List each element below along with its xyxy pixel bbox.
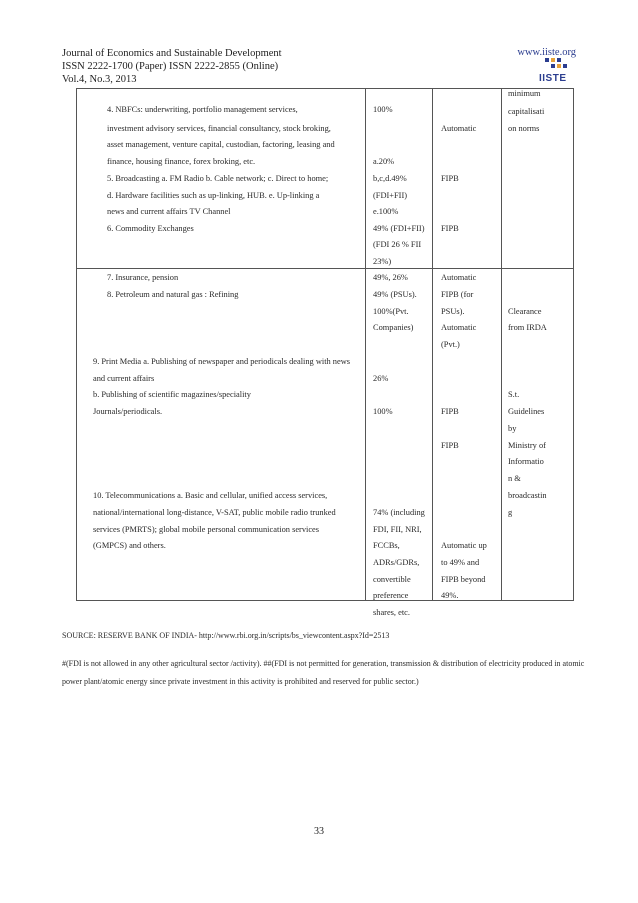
table-cell: minimum bbox=[508, 89, 541, 98]
volume-line: Vol.4, No.3, 2013 bbox=[62, 74, 137, 85]
table-cell: by bbox=[508, 424, 517, 433]
row-divider bbox=[77, 268, 573, 269]
table-cell: asset management, venture capital, custodian, factoring, leasing and bbox=[107, 140, 335, 149]
table-cell: (FDI 26 % FII bbox=[373, 240, 422, 249]
table-cell: and current affairs bbox=[93, 374, 155, 383]
table-cell: 100% bbox=[373, 407, 393, 416]
column-divider bbox=[365, 89, 366, 600]
table-cell: from IRDA bbox=[508, 323, 547, 332]
table-cell: 7. Insurance, pension bbox=[107, 273, 179, 282]
footnote-line: #(FDI is not allowed in any other agricultural sector /activity). ##(FDI is not permitted for generation, transmission & distribution of electricity produced in atomic bbox=[62, 659, 585, 668]
table-cell: services (PMRTS); global mobile personal communication services bbox=[93, 525, 320, 534]
table-cell: 49% (PSUs). bbox=[373, 290, 417, 299]
table-cell: (Pvt.) bbox=[441, 340, 460, 349]
table-cell: Guidelines bbox=[508, 407, 545, 416]
table-cell: shares, etc. bbox=[373, 608, 410, 617]
table-cell: 100%(Pvt. bbox=[373, 307, 409, 316]
journal-url-link[interactable]: www.iiste.org bbox=[517, 47, 576, 58]
table-cell: (GMPCS) and others. bbox=[93, 541, 166, 550]
footnote-line: power plant/atomic energy since private investment in this activity is prohibited and reserved for public sector.) bbox=[62, 677, 419, 686]
table-cell: Ministry of bbox=[508, 441, 546, 450]
table-cell: n & bbox=[508, 474, 521, 483]
table-cell: (FDI+FII) bbox=[373, 191, 408, 200]
journal-title: Journal of Economics and Sustainable Development bbox=[62, 48, 282, 59]
table-cell: e.100% bbox=[373, 207, 399, 216]
table-cell: investment advisory services, financial consultancy, stock broking, bbox=[107, 124, 331, 133]
column-divider bbox=[432, 89, 433, 600]
table-cell: 9. Print Media a. Publishing of newspaper and periodicals dealing with news bbox=[93, 357, 351, 366]
table-cell: 4. NBFCs: underwriting, portfolio management services, bbox=[107, 105, 298, 114]
table-cell: 74% (including bbox=[373, 508, 425, 517]
table-cell: FIPB bbox=[441, 441, 459, 450]
table-cell: national/international long-distance, V-SAT, public mobile radio trunked bbox=[93, 508, 336, 517]
table-cell: news and current affairs TV Channel bbox=[107, 207, 231, 216]
table-cell: FIPB bbox=[441, 224, 459, 233]
table-cell: FCCBs, bbox=[373, 541, 400, 550]
table-cell: FIPB bbox=[441, 407, 459, 416]
table-cell: 49%, 26% bbox=[373, 273, 408, 282]
table-cell: g bbox=[508, 508, 513, 517]
table-cell: 5. Broadcasting a. FM Radio b. Cable network; c. Direct to home; bbox=[107, 174, 329, 183]
source-note: SOURCE: RESERVE BANK OF INDIA- http://www.rbi.org.in/scripts/bs_viewcontent.aspx?Id=2513 bbox=[62, 631, 390, 640]
table-cell: convertible bbox=[373, 575, 411, 584]
iiste-logo bbox=[537, 58, 573, 84]
issn-line: ISSN 2222-1700 (Paper) ISSN 2222-2855 (Online) bbox=[62, 61, 279, 72]
table-cell: preference bbox=[373, 591, 409, 600]
table-cell: 49%. bbox=[441, 591, 459, 600]
table-cell: Clearance bbox=[508, 307, 542, 316]
table-cell: FDI, FII, NRI, bbox=[373, 525, 422, 534]
table-cell: b. Publishing of scientific magazines/speciality bbox=[93, 390, 251, 399]
table-cell: 6. Commodity Exchanges bbox=[107, 224, 194, 233]
table-cell: broadcastin bbox=[508, 491, 547, 500]
table-cell: FIPB bbox=[441, 174, 459, 183]
table-cell: Journals/periodicals. bbox=[93, 407, 163, 416]
table-cell: 23%) bbox=[373, 257, 392, 266]
table-cell: on norms bbox=[508, 124, 540, 133]
page-number: 33 bbox=[314, 826, 324, 837]
table-cell: finance, housing finance, forex broking, etc. bbox=[107, 157, 256, 166]
logo-text: IISTE bbox=[539, 73, 567, 84]
table-cell: to 49% and bbox=[441, 558, 480, 567]
table-cell: b,c,d.49% bbox=[373, 174, 407, 183]
table-cell: d. Hardware facilities such as up-linking, HUB. e. Up-linking a bbox=[107, 191, 320, 200]
table-cell: PSUs). bbox=[441, 307, 465, 316]
table-cell: FIPB (for bbox=[441, 290, 474, 299]
table-cell: 8. Petroleum and natural gas : Refining bbox=[107, 290, 239, 299]
table-cell: a.20% bbox=[373, 157, 395, 166]
table-cell: Automatic up bbox=[441, 541, 487, 550]
table-cell: Automatic bbox=[441, 323, 477, 332]
table-cell: Automatic bbox=[441, 124, 477, 133]
table-cell: Informatio bbox=[508, 457, 544, 466]
table-cell: Companies) bbox=[373, 323, 414, 332]
table-cell: S.t. bbox=[508, 390, 520, 399]
table-cell: Automatic bbox=[441, 273, 477, 282]
column-divider bbox=[501, 89, 502, 600]
table-cell: capitalisati bbox=[508, 107, 545, 116]
table-cell: 26% bbox=[373, 374, 389, 383]
table-cell: 49% (FDI+FII) bbox=[373, 224, 425, 233]
table-cell: 100% bbox=[373, 105, 393, 114]
table-cell: ADRs/GDRs, bbox=[373, 558, 420, 567]
table-cell: FIPB beyond bbox=[441, 575, 486, 584]
table-cell: 10. Telecommunications a. Basic and cellular, unified access services, bbox=[93, 491, 328, 500]
